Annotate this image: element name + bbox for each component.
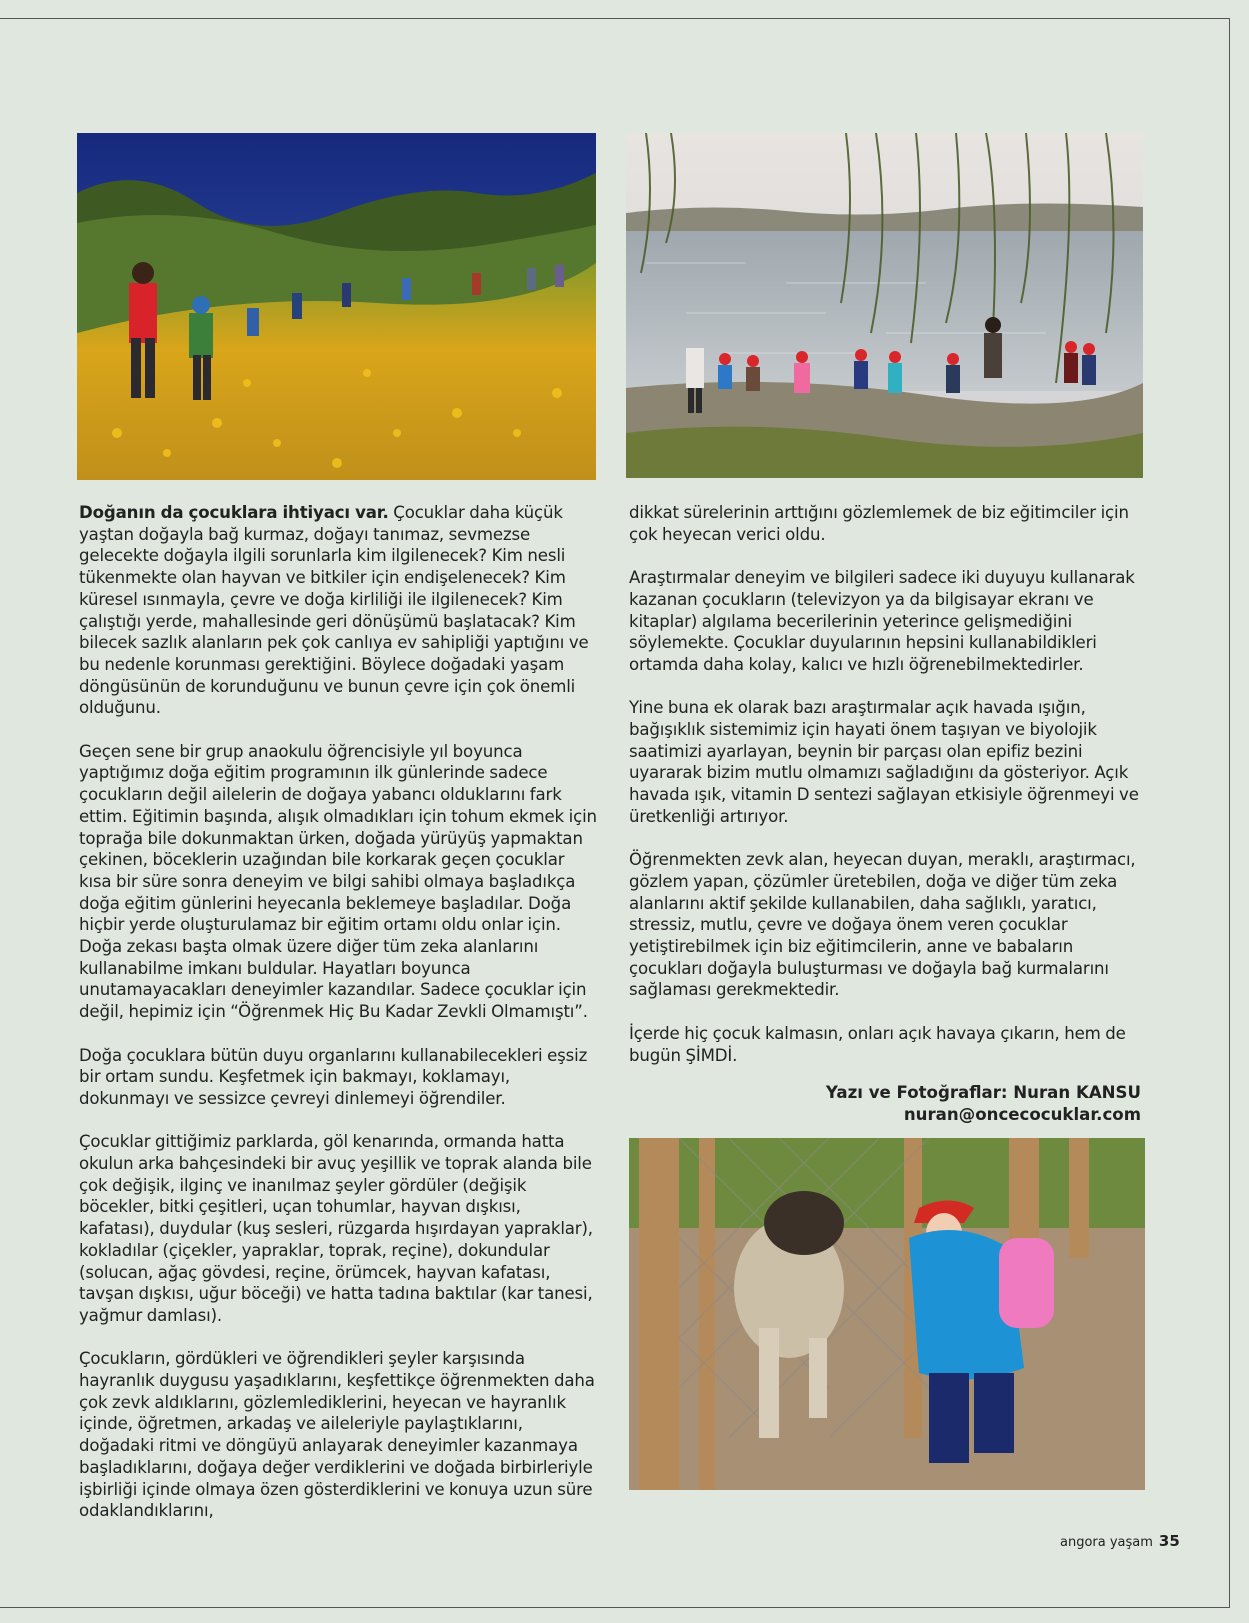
lead-sentence: Doğanın da çocuklara ihtiyacı var. — [79, 503, 389, 522]
author-email: nuran@oncecocuklar.com — [903, 1105, 1141, 1124]
article-left-column — [79, 502, 599, 1544]
dog-photo — [629, 1138, 1145, 1490]
author-credit — [629, 1082, 1141, 1126]
intro-text: Çocuklar daha küçük yaştan doğayla bağ kurmaz, doğayı tanımaz, sevmezse gelecekte doğayla ilgili sorunlarla kim ilgilenecek? Kim nesli tükenmekte olan hayvan ve bitkiler için endişelenecek? Kim küresel ısınmayla, çevre ve doğa kirliliği ile ilgilenecek? Kim çalıştığı yerde, mahallesinde geri dönüşümü başlatacak? Kim bilecek sazlık alanların pek çok canlıya ev sahipliği yaptığını ve bu nedenle korunması gerektiğini. Böylece doğadaki yaşam döngüsünün de korunduğunu ve bunun çevre için çok önemli olduğunu. — [79, 503, 589, 718]
lake-photo — [626, 133, 1143, 478]
paragraph: Çocukların, gördükleri ve öğrendikleri şeyler karşısında hayranlık duygusu yaşadıklarını, keşfettikçe öğrenmekten daha çok zevk aldıklarını, gözlemlediklerini, heyecan ve hayranlık içinde, öğretmen, arkadaş ve aileleriyle paylaştıklarını, doğadaki ritmi ve döngüyü anlayarak deneyimler kazanmaya başladıklarını, doğaya değer verdiklerini ve doğada birbirleriyle işbirliği içinde olmaya özen gösterdiklerini ve konuya uzun süre odaklandıklarını, — [79, 1349, 595, 1521]
magazine-name: angora yaşam — [1060, 1535, 1153, 1550]
author-line: Yazı ve Fotoğraflar: Nuran KANSU — [825, 1083, 1141, 1102]
article-right-column — [629, 502, 1149, 1088]
paragraph: İçerde hiç çocuk kalmasın, onları açık havaya çıkarın, hem de bugün ŞİMDİ. — [629, 1023, 1126, 1065]
paragraph: Araştırmalar deneyim ve bilgileri sadece iki duyuyu kullanarak kazanan çocukların (televizyon ya da bilgisayar ekranı ve kitaplar) algılama becerilerinin yeterince gelişmediğini söylemekte. Çocuklar duyularının hepsini kullanabildikleri ortamda daha kolay, kalıcı ve hızlı öğrenebilmektedirler. — [629, 568, 1135, 674]
paragraph: Geçen sene bir grup anaokulu öğrencisiyle yıl boyunca yaptığımız doğa eğitim programının ilk günlerinde sadece çocukların değil ailelerin de doğaya yabancı olduklarını fark ettim. Eğitimin başında, alışık olmadıkları için tohum ekmek için toprağa bile dokunmaktan ürken, doğada yürüyüş yapmaktan çekinen, böceklerin uzağından bile korkarak geçen çocuklar kısa bir süre sonra deneyim ve bilgi sahibi olmaya başladıkça doğa eğitim günlerini heyecanla beklemeye başladılar. Doğa hiçbir yerde oluşturulamaz bir eğitim ortamı oldu onlar için. Doğa zekası başta olmak üzere diğer tüm zeka alanlarını kullanabilme imkanı buldular. Hayatları boyunca unutamayacakları deneyimler kazandılar. Sadece çocuklar için değil, hepimiz için “Öğrenmek Hiç Bu Kadar Zevkli Olmamıştı”. — [79, 741, 597, 1022]
paragraph: dikkat sürelerinin arttığını gözlemlemek de biz eğitimciler için çok heyecan verici oldu. — [629, 503, 1129, 544]
page-number: 35 — [1158, 1532, 1180, 1550]
meadow-photo — [77, 133, 596, 480]
page-footer — [1060, 1532, 1200, 1550]
paragraph: Öğrenmekten zevk alan, heyecan duyan, meraklı, araştırmacı, gözlem yapan, çözümler üretebilen, doğa ve diğer tüm zeka alanlarını aktif şekilde kullanabilen, daha sağlıklı, yaratıcı, stressiz, mutlu, çevre ve doğaya önem veren çocuklar yetiştirebilmek için biz eğitimcilerin, anne ve babaların çocukları doğayla buluşturması ve doğayla bağ kurmalarını sağlaması gerekmektedir. — [629, 850, 1136, 1000]
paragraph-intro — [79, 502, 599, 719]
paragraph: Çocuklar gittiğimiz parklarda, göl kenarında, ormanda hatta okulun arka bahçesindeki bir avuç yeşillik ve toprak alanda bile çok değişik, ilginç ve inanılmaz şeyler gördüler (değişik böcekler, bitki çeşitleri, uçan tohumlar, hayvan dışkısı, kafatası), duydular (kuş sesleri, rüzgarda hışırdayan yapraklar), kokladılar (çiçekler, yapraklar, toprak, reçine), dokundular (solucan, ağaç gövdesi, reçine, örümcek, hayvan kafatası, tavşan dışkısı, uğur böceği) ve hatta tadına baktılar (kar tanesi, yağmur damlası). — [79, 1132, 593, 1325]
paragraph: Yine buna ek olarak bazı araştırmalar açık havada ışığın, bağışıklık sistemimiz için hayati önem taşıyan ve biyolojik saatimizi ayarlayan, beynin bir parçası olan epifiz bezini uyararak bizim mutlu olmamızı sağladığını da gösteriyor. Açık havada ışık, vitamin D sentezi sağlayan etkisiyle öğrenmeyi ve üretkenliği artırıyor. — [629, 698, 1139, 826]
paragraph: Doğa çocuklara bütün duyu organlarını kullanabilecekleri eşsiz bir ortam sundu. Keşfetmek için bakmayı, koklamayı, dokunmayı ve sessizce çevreyi dinlemeyi öğrendiler. — [79, 1045, 588, 1108]
